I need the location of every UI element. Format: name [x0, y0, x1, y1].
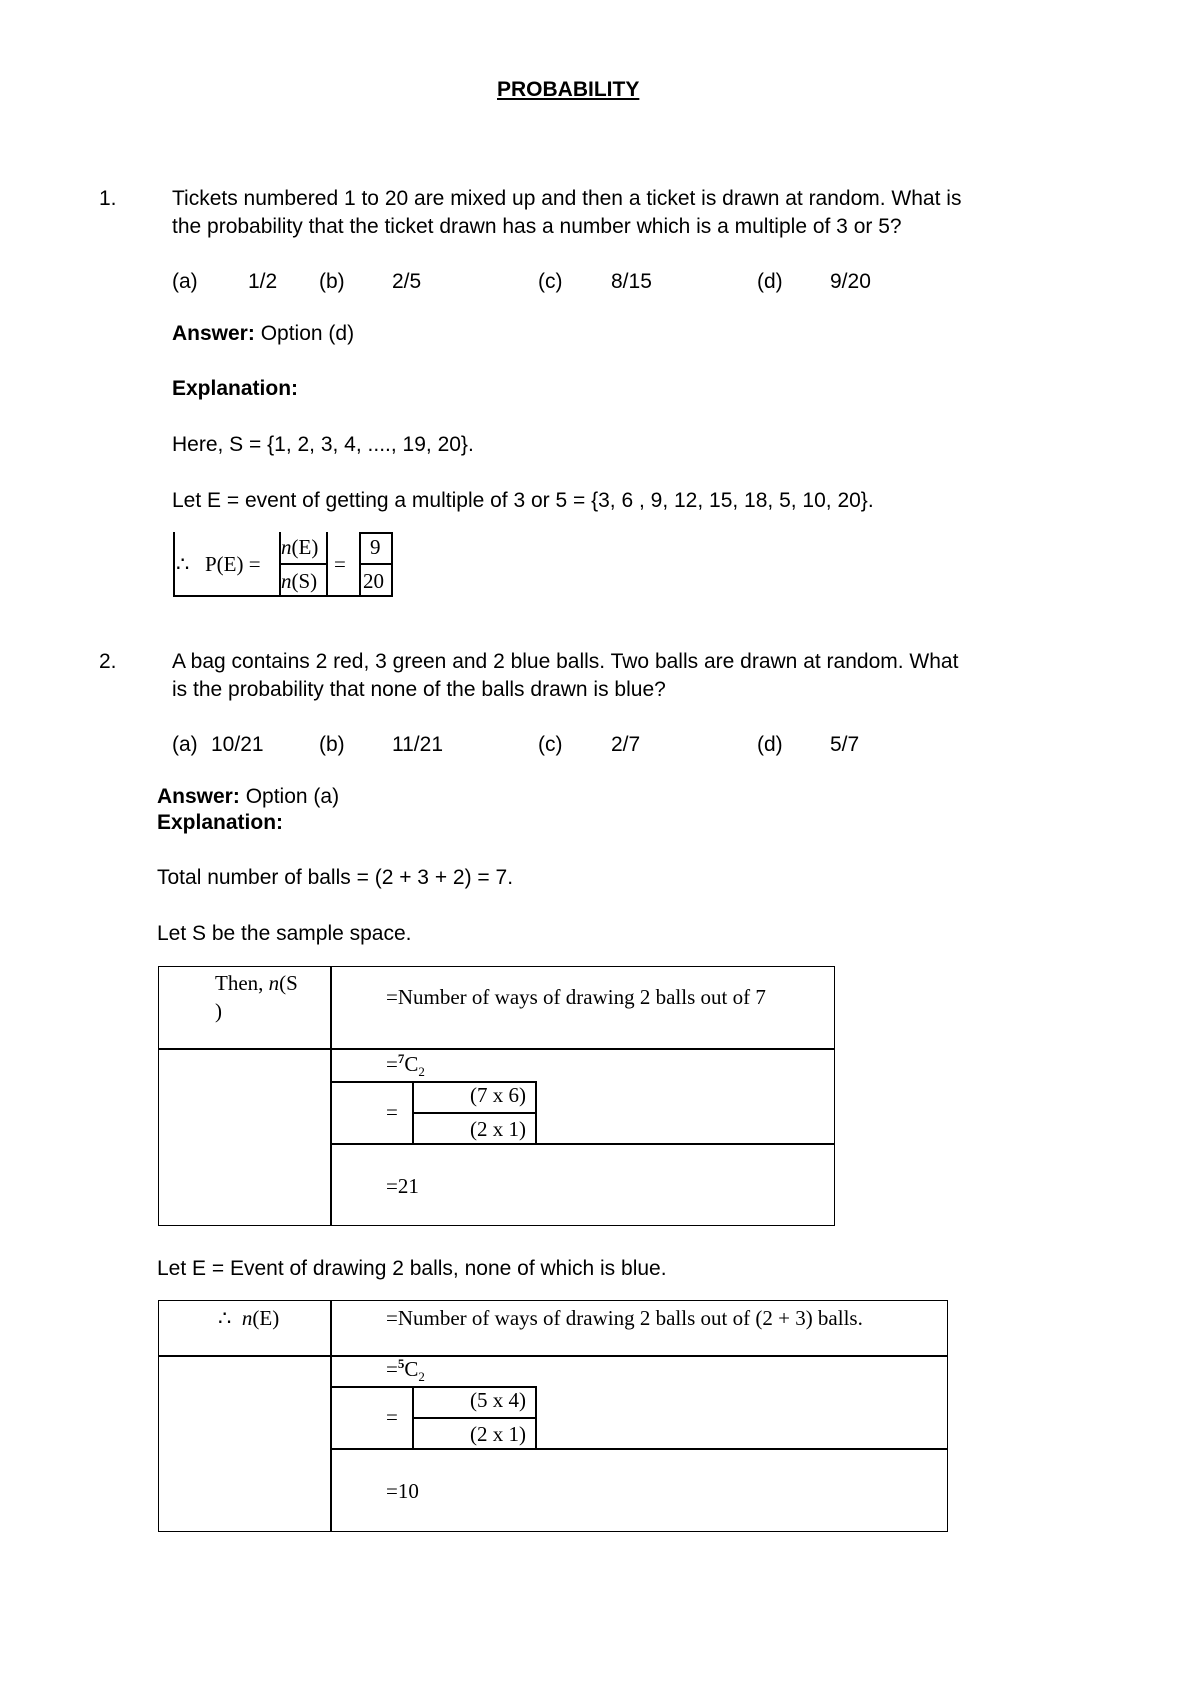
equals-sign: = — [386, 1100, 398, 1124]
formula-lhs: P(E) = — [205, 552, 261, 576]
question-number: 2. — [99, 650, 117, 673]
question-text-line: the probability that the ticket drawn has a number which is a multiple of 3 or 5? — [172, 215, 902, 238]
option-label: (b) — [319, 270, 345, 293]
option-label: (a) — [172, 733, 198, 756]
answer-line — [172, 322, 354, 346]
table-head: Then, n(S — [215, 971, 298, 995]
answer-line — [157, 785, 339, 809]
fraction-denominator: (2 x 1) — [470, 1117, 526, 1141]
value-denominator: 20 — [363, 569, 384, 593]
table-head: ∴ n(E) — [218, 1306, 280, 1330]
fraction-denominator: n(S) — [281, 569, 318, 593]
option-label: (d) — [757, 270, 783, 293]
answer-value: Option (d) — [260, 322, 355, 345]
value-numerator: 9 — [370, 535, 381, 559]
option-value: 2/7 — [611, 733, 641, 756]
option-value: 9/20 — [830, 270, 871, 293]
option-value: 11/21 — [392, 733, 443, 756]
therefore-symbol: ∴ — [176, 552, 190, 576]
option-value: 10/21 — [211, 733, 264, 756]
fraction-denominator: (2 x 1) — [470, 1422, 526, 1446]
option-label: (b) — [319, 733, 345, 756]
equals-sign: = — [334, 552, 346, 576]
equals-sign: = — [386, 1405, 398, 1429]
explanation-label: Explanation: — [157, 811, 284, 834]
option-label: (c) — [538, 733, 563, 756]
table-head-cont: ) — [215, 999, 222, 1023]
option-value: 1/2 — [248, 270, 278, 293]
question-number: 1. — [99, 187, 117, 210]
option-label: (d) — [757, 733, 783, 756]
answer-value: Option (a) — [245, 785, 340, 808]
question-text-line: is the probability that none of the balls drawn is blue? — [172, 678, 666, 701]
option-value: 2/5 — [392, 270, 422, 293]
combination: $=^5C_2$ — [386, 1356, 425, 1385]
result: =21 — [386, 1174, 419, 1198]
table-row-text: =Number of ways of drawing 2 balls out of (2 + 3) balls. — [386, 1306, 863, 1330]
option-label: (c) — [538, 270, 563, 293]
explanation-text: Here, S = {1, 2, 3, 4, ...., 19, 20}. — [172, 433, 474, 456]
option-value: 8/15 — [611, 270, 652, 293]
table-row-text: =Number of ways of drawing 2 balls out of 7 — [386, 985, 766, 1009]
explanation-text: Let S be the sample space. — [157, 922, 412, 945]
question-text-line: A bag contains 2 red, 3 green and 2 blue balls. Two balls are drawn at random. What — [172, 650, 959, 673]
page-title: PROBABILITY — [497, 78, 640, 101]
explanation-text: Let E = event of getting a multiple of 3 or 5 = {3, 6 , 9, 12, 15, 18, 5, 10, 20}. — [172, 489, 874, 512]
explanation-label: Explanation: — [172, 377, 299, 400]
combination: $=^7C_2$ — [386, 1051, 425, 1080]
fraction-numerator: (7 x 6) — [470, 1083, 526, 1107]
option-value: 5/7 — [830, 733, 860, 756]
answer-label: Answer: — [172, 322, 255, 345]
explanation-text: Total number of balls = (2 + 3 + 2) = 7. — [157, 866, 514, 889]
question-text-line: Tickets numbered 1 to 20 are mixed up and then a ticket is drawn at random. What is — [172, 187, 962, 210]
result: =10 — [386, 1479, 419, 1503]
option-label: (a) — [172, 270, 198, 293]
answer-label: Answer: — [157, 785, 240, 808]
fraction-numerator: (5 x 4) — [470, 1388, 526, 1412]
explanation-text: Let E = Event of drawing 2 balls, none of which is blue. — [157, 1257, 667, 1280]
fraction-numerator: n(E) — [281, 535, 319, 559]
